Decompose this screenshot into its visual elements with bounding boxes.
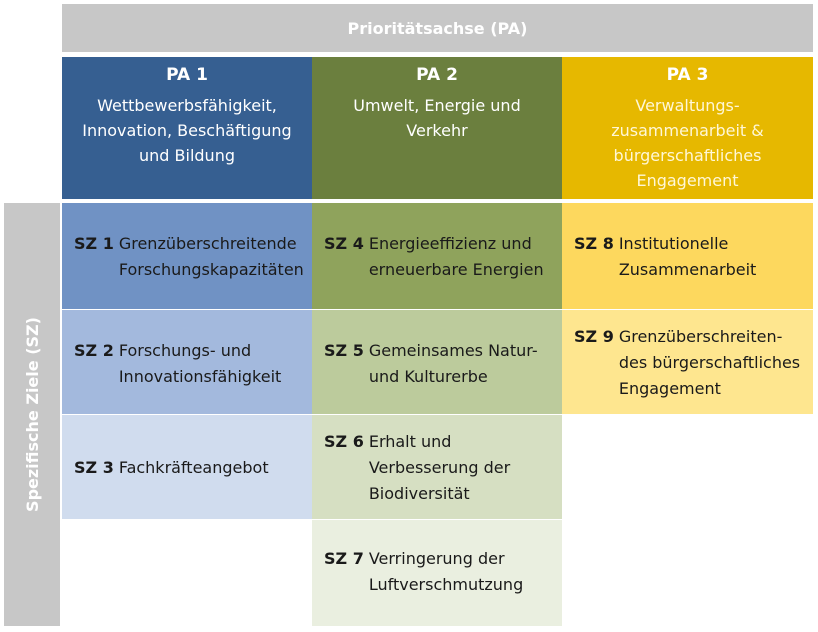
sz-6-code: SZ 6: [324, 432, 364, 451]
sz-4-box: [312, 203, 562, 309]
sz-4-title: Energieeffizienz und erneuerbare Energien: [368, 234, 544, 279]
sz-9-box: [562, 310, 813, 414]
sz-5-code: SZ 5: [324, 341, 364, 360]
sz-7-code: SZ 7: [324, 549, 364, 568]
sz-7-title: Verringerung der Luftverschmutzung: [368, 549, 524, 594]
side-label-specific-objectives: [4, 203, 60, 626]
sz-2-code: SZ 2: [74, 341, 114, 360]
pa-3-title: Verwaltungs-zusammenarbeit & bürgerschaftliches Engagement: [611, 96, 764, 190]
sz-5-title: Gemeinsames Natur- und Kulturerbe: [368, 341, 538, 386]
sz-1-code: SZ 1: [74, 234, 114, 253]
sz-1-box: [62, 203, 312, 309]
pa-1-title: Wettbewerbsfähigkeit, Innovation, Beschäftigung und Bildung: [82, 96, 292, 165]
pa-1-box: [62, 57, 312, 199]
sz-3-title: Fachkräfteangebot: [118, 458, 269, 477]
sz-6-box: [312, 415, 562, 519]
pa-2-code: PA 2: [416, 65, 458, 85]
sz-3-box: [62, 415, 312, 519]
sz-7-box: [312, 520, 562, 626]
header-priority-axis: [62, 4, 813, 52]
pa-2-box: [312, 57, 562, 199]
sz-2-title: Forschungs- und Innovationsfähigkeit: [118, 341, 282, 386]
header-title: Prioritätsachse (PA): [347, 18, 528, 38]
sz-9-code: SZ 9: [574, 327, 614, 346]
pa-1-code: PA 1: [166, 65, 208, 85]
pa-3-code: PA 3: [666, 65, 709, 85]
sz-4-code: SZ 4: [324, 234, 364, 253]
pa-2-title: Umwelt, Energie und Verkehr: [353, 96, 521, 140]
sz-3-code: SZ 3: [74, 458, 114, 477]
sz-1-title: Grenzüberschreitende Forschungskapazitäten: [118, 234, 304, 279]
sz-8-box: [562, 203, 813, 309]
sz-6-title: Erhalt und Verbesserung der Biodiversität: [368, 432, 511, 503]
sz-8-title: Institutionelle Zusammenarbeit: [618, 234, 757, 279]
sz-2-box: [62, 310, 312, 414]
pa-3-box: [562, 57, 813, 199]
sz-8-code: SZ 8: [574, 234, 614, 253]
sz-9-title: Grenzüberschreiten-des bürgerschaftliches Engagement: [618, 327, 801, 398]
side-label-text: Spezifische Ziele (SZ): [22, 317, 42, 512]
sz-5-box: [312, 310, 562, 414]
